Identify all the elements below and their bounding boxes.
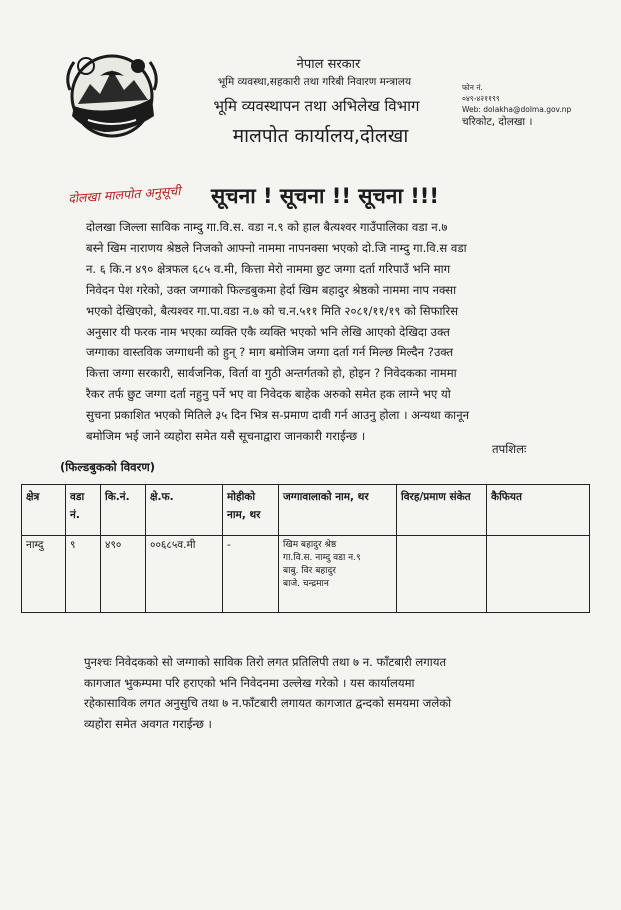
postscript-line: कागजात भुकम्पमा परि हराएको भनि निवेदनमा उल्लेख गरेको । यस कार्यालयमा xyxy=(84,675,415,690)
cell-kitta: ४९० xyxy=(101,536,146,613)
fieldbook-table xyxy=(21,484,590,613)
owner-line: गा.वि.स. नाम्दु वडा न.९ xyxy=(283,553,361,563)
postscript xyxy=(84,652,574,734)
header-government: नेपाल सरकार xyxy=(296,57,361,72)
owner-line: खिम बहादुर श्रेष्ठ xyxy=(283,540,337,550)
column-header-proof: विरह/प्रमाण संकेत xyxy=(397,485,487,536)
postscript-line: रहेकासाविक लगत अनुसुचि तथा ७ न.फाँटबारी लगायत कागजात द्वन्दको समयमा जलेको xyxy=(84,696,452,710)
notice-title: सूचना ! सूचना !! सूचना !!! xyxy=(211,184,439,208)
column-header-owner: जग्गावालाको नाम, थर xyxy=(279,485,397,536)
tapsil-label: तपशिलः xyxy=(492,442,527,456)
cell-ward: ९ xyxy=(66,536,101,613)
phone-label: फोन नं. xyxy=(462,83,483,92)
body-line: निवेदन पेश गरेको, उक्त जग्गाको फिल्डबुकमा हेर्दा खिम बहादुर श्रेष्ठको नाममा नाप नक्सा xyxy=(86,282,457,297)
body-line: सुचना प्रकाशित भएको मितिले ३५ दिन भित्र स-प्रमाण दावी गर्न आउनु होला । अन्यथा कानून xyxy=(86,408,470,423)
cell-kshetra: नाम्दु xyxy=(22,536,66,613)
table-row xyxy=(22,536,590,613)
cell-area: ००६८५व.मी xyxy=(146,536,223,613)
notice-body xyxy=(86,217,574,447)
cell-proof xyxy=(397,536,487,613)
column-header-kitta: कि.नं. xyxy=(101,485,146,536)
red-stamp: दोलखा मालपोत अनुसूची xyxy=(67,183,181,206)
body-line: रैकर तर्फ छुट जग्गा दर्ता नहुनु पर्ने भए वा निवेदक बाहेक अरुको समेत हक लाग्ने भए यो xyxy=(86,387,451,402)
office-location: चरिकोट, दोलखा । xyxy=(462,116,533,128)
body-line: बमोजिम भई जाने व्यहोरा समेत यसै सूचनाद्वारा जानकारी गराईन्छ । xyxy=(86,429,366,444)
postscript-line: व्यहोरा समेत अवगत गराईन्छ । xyxy=(84,716,212,731)
phone-number: ०४९-४२११९९ xyxy=(462,94,500,103)
header-office: मालपोत कार्यालय,दोलखा xyxy=(232,125,409,147)
body-line: कित्ता जग्गा सरकारी, सार्वजनिक, विर्ता वा गुठी अन्तर्गतको हो, होइन ? निवेदकका नाममा xyxy=(86,366,457,381)
cell-mohi: - xyxy=(223,536,279,613)
body-line: जग्गाका वास्तविक जग्गाधनी को हुन् ? माग बमोजिम जग्गा दर्ता गर्न मिल्छ मिल्दैन ?उक्त xyxy=(86,345,454,360)
owner-line: बाबु. विर बहादुर xyxy=(283,566,336,576)
header-department: भूमि व्यवस्थापन तथा अभिलेख विभाग xyxy=(213,97,420,115)
cell-remarks xyxy=(487,536,590,613)
contact-block xyxy=(462,82,612,130)
column-header-kshetra: क्षेत्र xyxy=(22,485,66,536)
column-header-mohi: मोहीको नाम, थर xyxy=(223,485,279,536)
body-line: अनुसार यी फरक नाम भएका व्यक्ति एकै व्यक्ति भएको भनि लेखि आएको देखिदा उक्त xyxy=(86,324,450,339)
column-header-remarks: कैफियत xyxy=(487,485,590,536)
web-address: Web: dolakha@dolma.gov.np xyxy=(462,105,572,114)
postscript-line: पुनश्चः निवेदकको सो जग्गाको साविक तिरो लगत प्रतिलिपी तथा ७ न. फाँटबारी लगायत xyxy=(84,655,447,669)
header-ministry: भूमि व्यवस्था,सहकारी तथा गरिबी निवारण मन्त्रालय xyxy=(217,76,412,88)
column-header-area: क्षे.फ. xyxy=(146,485,223,536)
body-line: दोलखा जिल्ला साविक नाम्दु गा.वि.स. वडा न.९ को हाल बैत्यश्वर गाउँपालिका वडा न.७ xyxy=(86,220,448,234)
cell-owner xyxy=(279,536,397,613)
body-line: न. ६ कि.न ४९० क्षेत्रफल ६८५ व.मी, कित्ता मेरो नाममा छुट जग्गा दर्ता गरिपाउँ भनि माग xyxy=(86,261,451,276)
owner-line: बाजे. चन्द्रमान xyxy=(283,579,329,589)
column-header-ward: वडा नं. xyxy=(66,485,101,536)
body-line: बस्ने खिम नाराणय श्रेष्ठले निजको आफ्नो नाममा नापनक्सा भएको दो.जि नाम्दु गा.वि.स वडा xyxy=(86,240,467,255)
table-header-row xyxy=(22,485,590,536)
body-line: भएको देखिएको, बैत्यश्वर गा.पा.वडा न.७ को च.न.५११ मिति २०८१/११/१९ को सिफारिस xyxy=(86,303,459,318)
fieldbook-caption: (फिल्डबुकको विवरण) xyxy=(60,460,156,474)
